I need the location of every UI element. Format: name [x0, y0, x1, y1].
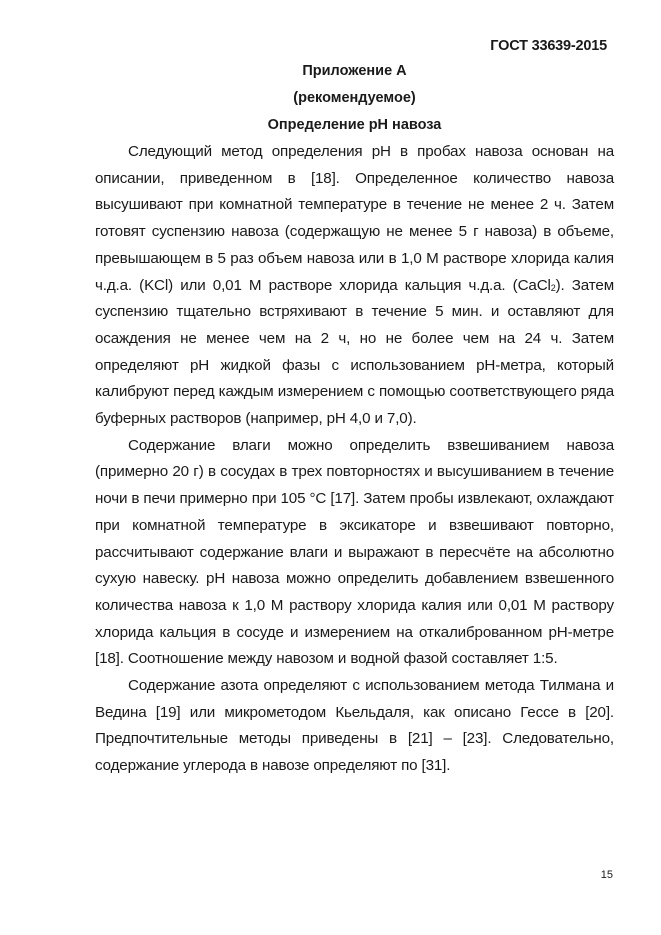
paragraph-2: Содержание влаги можно определить взвешиванием навоза (примерно 20 г) в сосудах в трех повторностях и высушиванием в течение ночи в печи примерно при 105 °С [17]. Затем пробы извлекают, охлаждают при комнатной температуре в эксикаторе и взвешивают повторно, рассчитывают содержание влаги и выражают в пересчёте на абсолютно сухую навеску. pH навоза можно определить добавлением взвешенного количества навоза к 1,0 М раствору хлорида калия или 0,01 М раствору хлорида кальция в сосуде и измерением на откалиброванном pH-метре [18]. Соотношение между навозом и водной фазой составляет 1:5.: [95, 436, 614, 668]
appendix-title: Приложение А: [302, 63, 407, 79]
subscript-2: 2: [550, 282, 556, 293]
paragraph-3: Содержание азота определяют с использованием метода Тилмана и Ведина [19] или микрометодом Кьельдаля, как описано Гессе в [20]. Предпочтительные методы приведены в [21] – [23]. Следовательно, содержание углерода в навозе определяют по [31].: [95, 677, 614, 775]
body-text: [95, 139, 614, 780]
section-title: Определение pH навоза: [267, 117, 442, 133]
paragraph-1-text: Следующий метод определения pH в пробах навоза основан на описании, приведенном в [18]. Определенное количество навоза высушивают при комнатной температуре в течение не менее 2 ч. Затем готовят суспензию навоза (содержащую не менее 5 г навоза) в объеме, превышающем в 5 раз объем навоза или в 1,0 М растворе хлорида калия ч.д.а. (KCl) или 0,01 М растворе хлорида кальция ч.д.а. (CaCl: [95, 143, 614, 294]
paragraph-1: [95, 139, 614, 433]
appendix-type: (рекомендуемое): [293, 90, 416, 106]
document-code: ГОСТ 33639-2015: [490, 38, 607, 54]
page-number: 15: [600, 869, 613, 881]
paragraph-1-end: ). Затем суспензию тщательно встряхивают в течение 5 мин. и оставляют для осаждения не менее чем на 2 ч, но не более чем на 24 ч. Затем определяют pH жидкой фазы с использованием pH-метра, который калибруют перед каждым измерением с помощью соответствующего ряда буферных растворов (например, pH 4,0 и 7,0).: [95, 276, 614, 428]
